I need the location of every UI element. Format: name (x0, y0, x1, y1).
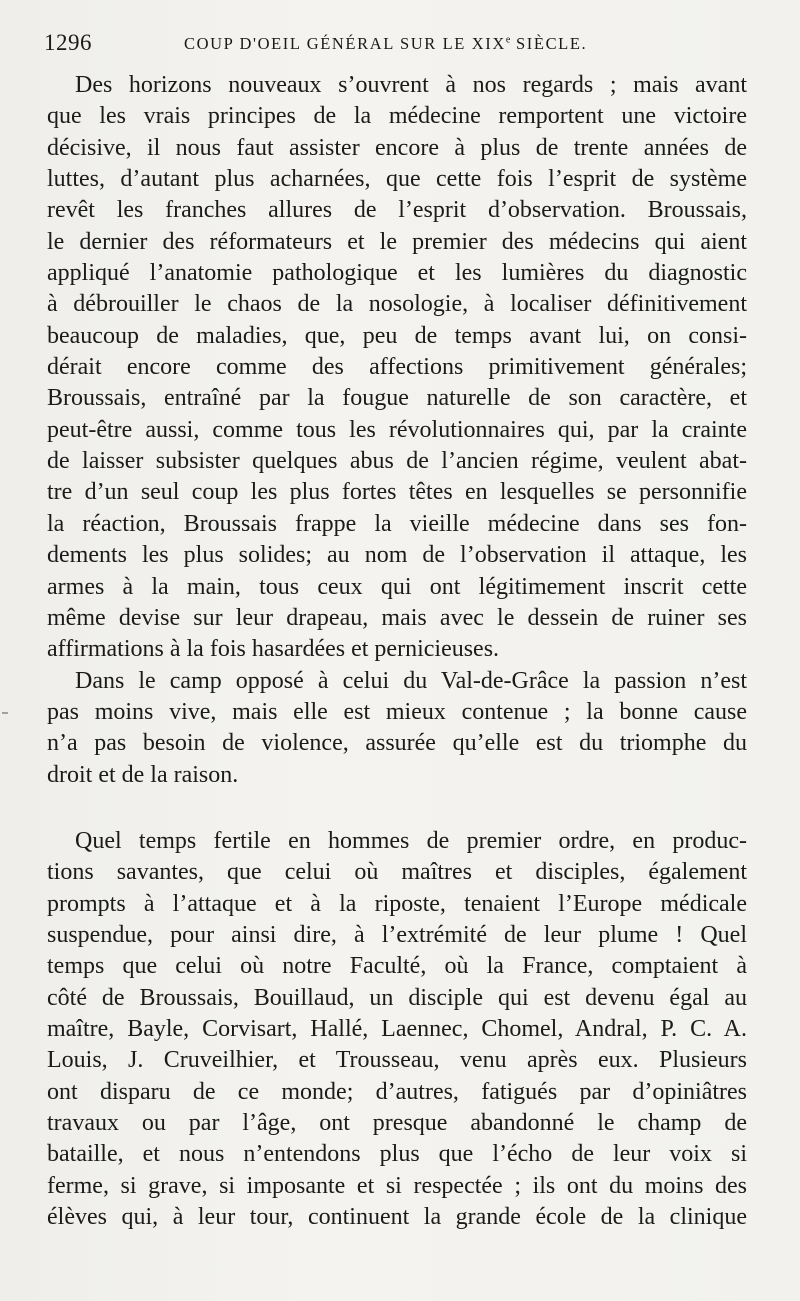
paragraph-1 (47, 70, 747, 666)
text-line: peut-être aussi, comme tous les révolutionnaires qui, par la crainte (47, 416, 747, 443)
text-line: Louis, J. Cruveilhier, et Trousseau, venu après eux. Plusieurs (47, 1047, 747, 1074)
text-line: tions savantes, que celui où maîtres et disciples, également (47, 859, 747, 886)
text-line: dements les plus solides; au nom de l’observation il attaque, les (47, 542, 747, 569)
text-line: ferme, si grave, si imposante et si respectée ; ils ont du moins des (47, 1172, 747, 1199)
text-line: élèves qui, à leur tour, continuent la grande école de la clinique (47, 1204, 747, 1231)
paragraph-2 (47, 666, 747, 791)
text-line: bataille, et nous n’entendons plus que l’écho de leur voix si (47, 1141, 747, 1168)
text-line: décisive, il nous faut assister encore à plus de trente années de (47, 134, 747, 161)
text-line: maître, Bayle, Corvisart, Hallé, Laennec, Chomel, Andral, P. C. A. (47, 1015, 747, 1042)
page-header (44, 30, 744, 62)
text-line: Dans le camp opposé à celui du Val-de-Grâce la passion n’est (75, 667, 747, 694)
text-line: tre d’un seul coup les plus fortes têtes en lesquelles se personnifie (47, 479, 747, 506)
text-line: prompts à l’attaque et à la riposte, tenaient l’Europe médicale (47, 890, 747, 917)
text-line: côté de Broussais, Bouillaud, un disciple qui est devenu égal au (47, 984, 747, 1011)
paragraph-3 (47, 826, 747, 1233)
text-line: Quel temps fertile en hommes de premier ordre, en produc- (75, 827, 747, 854)
text-line: n’a pas besoin de violence, assurée qu’elle est du triomphe du (47, 730, 747, 757)
text-line: Broussais, entraîné par la fougue naturelle de son caractère, et (47, 385, 747, 412)
text-line: Des horizons nouveaux s’ouvrent à nos regards ; mais avant (75, 72, 747, 98)
text-line: dérait encore comme des affections primitivement générales; (47, 354, 747, 381)
page-number: 1296 (44, 30, 92, 55)
text-line: même devise sur leur drapeau, mais avec le dessein de ruiner ses (47, 604, 747, 631)
text-line: pas moins vive, mais elle est mieux contenue ; la bonne cause (47, 698, 747, 725)
text-line: revêt les franches allures de l’esprit d’observation. Broussais, (47, 197, 747, 224)
text-line: ont disparu de ce monde; d’autres, fatigués par d’opiniâtres (47, 1078, 747, 1105)
text-line: que les vrais principes de la médecine remportent une victoire (47, 103, 747, 130)
text-line: de laisser subsister quelques abus de l’ancien régime, veulent abat- (47, 448, 747, 475)
text-line: affirmations à la fois hasardées et pernicieuses. (47, 636, 500, 663)
text-line: armes à la main, tous ceux qui ont légitimement inscrit cette (47, 573, 747, 600)
text-line: temps que celui où notre Faculté, où la France, comptaient à (47, 953, 747, 980)
text-line: travaux ou par l’âge, ont presque abandonné le champ de (47, 1110, 747, 1136)
running-head-superscript: e (505, 34, 511, 46)
text-line: droit et de la raison. (47, 761, 239, 788)
body-text (47, 70, 747, 1233)
text-line: le dernier des réformateurs et le premier des médecins qui aient (47, 228, 747, 255)
running-head (184, 34, 587, 54)
paragraph-gap (47, 791, 747, 826)
running-head-tail: SIÈCLE. (510, 34, 588, 53)
text-line: luttes, d’autant plus acharnées, que cette fois l’esprit de système (47, 166, 747, 193)
text-line: suspendue, pour ainsi dire, à l’extrémité de leur plume ! Quel (47, 921, 747, 948)
text-line: beaucoup de maladies, que, peu de temps avant lui, on consi- (47, 322, 747, 349)
scan-edge-mark (2, 712, 8, 714)
running-head-text: COUP D'OEIL GÉNÉRAL SUR LE XIX (184, 34, 506, 53)
text-line: appliqué l’anatomie pathologique et les lumières du diagnostic (47, 260, 747, 287)
text-line: la réaction, Broussais frappe la vieille médecine dans ses fon- (47, 510, 747, 537)
text-line: à débrouiller le chaos de la nosologie, à localiser définitivement (47, 291, 747, 318)
